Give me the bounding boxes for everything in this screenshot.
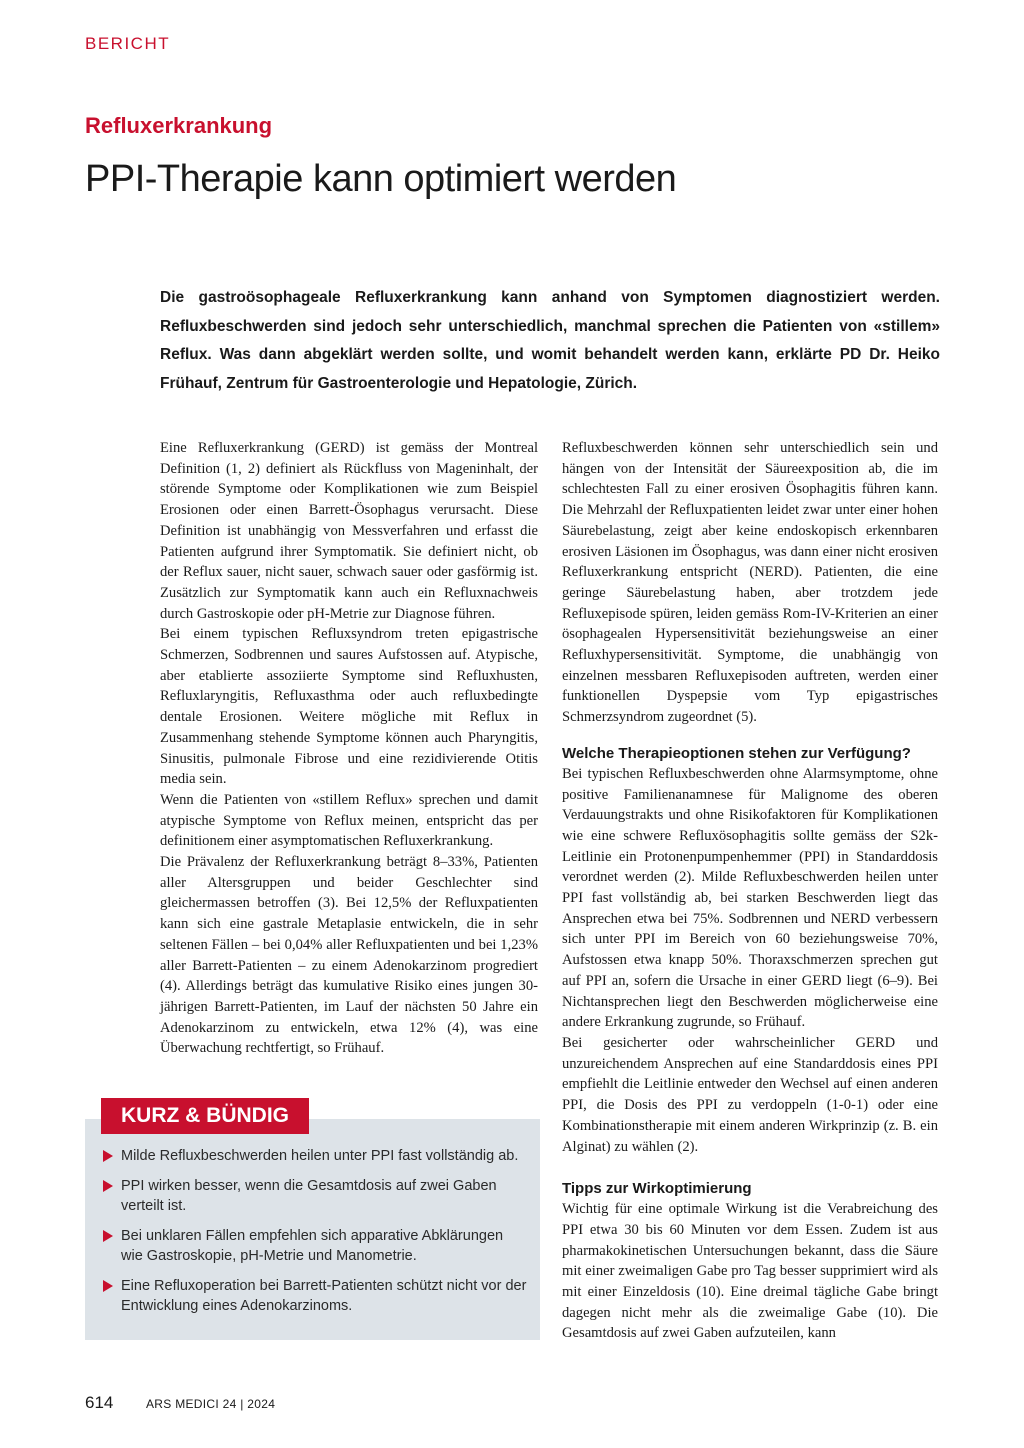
triangle-right-icon bbox=[103, 1230, 113, 1242]
body-paragraph: Refluxbeschwerden können sehr unterschiedlich sein und hängen von der Intensität der Säureexposition ab, die im schlechtesten Fall zu einer erosiven Ösophagitis führen kann. Die Mehrzahl der Refluxpatienten leidet zwar unter einer hohen Säurebelastung, zeigt aber keine endoskopisch erkennbaren erosiven Läsionen im Ösophagus, was dann einer nicht erosiven Refluxerkrankung entspricht (NERD). Patienten, die eine geringe Säurebelastung haben, aber trotzdem jede Refluxepisode spüren, leiden gemäss Rom-IV-Kriterien an einer ösophagealen Hypersensitivität beziehungsweise an einer Refluxhypersensitivität. Symptome, die unabhängig von einzelnen messbaren Refluxepisoden auftreten, werden einer funktionellen Dyspepsie vom Typ epigastrisches Schmerzsyndrom zugeordnet (5). bbox=[562, 440, 938, 726]
left-column bbox=[160, 438, 538, 1059]
summary-list bbox=[103, 1146, 528, 1326]
summary-item-text: Milde Refluxbeschwerden heilen unter PPI fast vollständig ab. bbox=[121, 1148, 519, 1164]
summary-item bbox=[103, 1226, 528, 1266]
article-lead: Die gastroösophageale Refluxerkrankung kann anhand von Symptomen diagnostiziert werden. Refluxbeschwerden sind jedoch sehr unterschiedlich, manchmal sprechen die Patienten von «stillem» Reflux. Was dann abgeklärt werden sollte, und womit behandelt werden kann, erklärte PD Dr. Heiko Frühauf, Zentrum für Gastroenterologie und Hepatologie, Zürich. bbox=[160, 289, 940, 392]
body-paragraph: Bei gesicherter oder wahrscheinlicher GERD und unzureichendem Ansprechen auf eine Standarddosis eines PPI empfiehlt die Leitlinie entweder den Wechsel auf einen anderen PPI, die Dosis des PPI zu verdoppeln (1-0-1) oder eine Kombinationstherapie mit einem anderen Wirkprinzip (z. B. ein Alginat) zu wählen (2). bbox=[562, 1034, 938, 1155]
summary-item-text: PPI wirken besser, wenn die Gesamtdosis auf zwei Gaben verteilt ist. bbox=[121, 1178, 497, 1214]
article-title: PPI-Therapie kann optimiert werden bbox=[85, 158, 677, 200]
body-paragraph: Wichtig für eine optimale Wirkung ist die Verabreichung des PPI etwa 30 bis 60 Minuten vor dem Essen. Zudem ist aus pharmakokinetischen Untersuchungen bekannt, dass die Säure mit einer zweimaligen Gabe pro Tag besser supprimiert wird als mit einer Einzeldosis (10). Eine dreimal tägliche Gabe bringt dagegen nicht mehr als die zweimalige Gabe (10). Die Gesamtdosis auf zwei Gaben aufzuteilen, kann bbox=[562, 1201, 938, 1342]
page-number: 614 bbox=[85, 1393, 114, 1412]
body-paragraph: Bei einem typischen Refluxsyndrom treten epigastrische Schmerzen, Sodbrennen und saures Aufstossen auf. Atypische, aber etablierte assoziierte Symptome sind Refluxhusten, Refluxlaryngitis, Refluxasthma oder auch refluxbedingte dentale Erosionen. Weitere mögliche mit Reflux in Zusammenhang stehende Symptome können auch Pharyngitis, Sinusitis, pulmonale Fibrose und eine rezidivierende Otitis media sein. bbox=[160, 626, 538, 788]
summary-box-title: KURZ & BÜNDIG bbox=[101, 1098, 309, 1134]
summary-item-text: Eine Refluxoperation bei Barrett-Patienten schützt nicht vor der Entwicklung eines Adenokarzinoms. bbox=[121, 1278, 527, 1314]
triangle-right-icon bbox=[103, 1150, 113, 1162]
journal-issue: ARS MEDICI 24 | 2024 bbox=[146, 1397, 276, 1411]
subheading-therapy-options: Welche Therapieoptionen stehen zur Verfügung? bbox=[562, 744, 911, 762]
summary-item bbox=[103, 1276, 528, 1316]
body-paragraph: Die Prävalenz der Refluxerkrankung beträgt 8–33%, Patienten aller Altersgruppen und beider Geschlechter sind gleichermassen betroffen (3). Bei 12,5% der Refluxpatienten kann sich eine gastrale Metaplasie entwickeln, die in sehr seltenen Fällen – bei 0,04% aller Refluxpatienten und bei 1,23% aller Barrett-Patienten – zu einem Adenokarzinom progrediert (4). Allerdings beträgt das kumulative Risiko eines jungen 30-jährigen Barrett-Patienten, im Lauf der nächsten 50 Jahre ein Adenokarzinom zu entwickeln, etwa 12% (4), was eine Überwachung rechtfertigt, so Frühauf. bbox=[160, 854, 538, 1057]
right-column bbox=[562, 438, 938, 1344]
summary-item bbox=[103, 1176, 528, 1216]
body-paragraph: Eine Refluxerkrankung (GERD) ist gemäss der Montreal Definition (1, 2) definiert als Rückfluss von Mageninhalt, der störende Symptome oder Komplikationen wie zum Beispiel Erosionen oder einen Barrett-Ösophagus verursacht. Diese Definition ist unabhängig von Messverfahren und erfasst die Patienten aufgrund ihrer Symptomatik. Sie definiert nicht, ob der Reflux sauer, nicht sauer, schwach sauer oder gasförmig ist. Zusätzlich zur Symptomatik kann auch ein Refluxnachweis durch Gastroskopie oder pH-Metrie zur Diagnose führen. bbox=[160, 440, 538, 622]
article-kicker: Refluxerkrankung bbox=[85, 113, 273, 138]
triangle-right-icon bbox=[103, 1180, 113, 1192]
subheading-optimization-tips: Tipps zur Wirkoptimierung bbox=[562, 1180, 752, 1198]
triangle-right-icon bbox=[103, 1280, 113, 1292]
summary-item bbox=[103, 1146, 528, 1166]
body-paragraph: Wenn die Patienten von «stillem Reflux» sprechen und damit atypische Symptome von Reflux meinen, entspricht das per definitionem einer asymptomatischen Refluxerkrankung. bbox=[160, 791, 538, 850]
body-paragraph: Bei typischen Refluxbeschwerden ohne Alarmsymptome, ohne positive Familienanamnese für Malignome des oberen Verdauungstrakts und ohne Risikofaktoren für Komplikationen wie eine schwere Refluxösophagitis sollte gemäss der S2k-Leitlinie ein Protonenpumpenhemmer (PPI) in Standarddosis verordnet werden (2). Milde Refluxbeschwerden heilen unter PPI fast vollständig ab, bei starken Beschwerden liegt das Ansprechen etwa bei 75%. Sodbrennen und NERD verbessern sich unter PPI im Bereich von 60 beziehungsweise 70%, Aufstossen etwa knapp 50%. Thoraxschmerzen sprechen gut auf PPI an, sofern die Ursache in einer GERD liegt (6–9). Bei Nichtansprechen liegt den Beschwerden möglicherweise eine andere Erkrankung zugrunde, so Frühauf. bbox=[562, 765, 938, 1031]
summary-item-text: Bei unklaren Fällen empfehlen sich apparative Abklärungen wie Gastroskopie, pH-Metrie und Manometrie. bbox=[121, 1228, 504, 1264]
section-label: BERICHT bbox=[85, 34, 171, 53]
